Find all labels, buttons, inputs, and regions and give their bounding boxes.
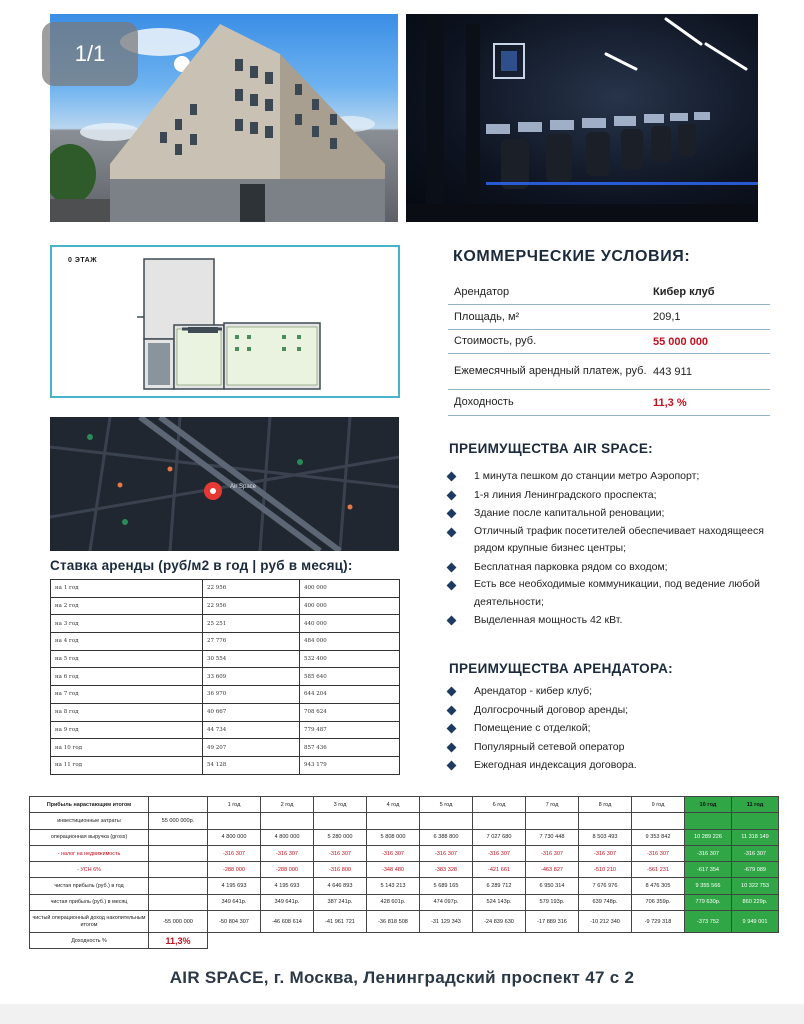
air-space-advantages-title: ПРЕИМУЩЕСТВА AIR SPACE: [449, 441, 653, 456]
profit-cell: -31 129 343 [420, 911, 473, 933]
profit-cell: -561 231 [632, 862, 685, 878]
profit-cell: 8 год [579, 797, 632, 813]
profit-cell [208, 933, 261, 949]
profit-cell: 639 748р. [579, 894, 632, 910]
diamond-bullet-icon [447, 509, 457, 519]
profit-cell [632, 933, 685, 949]
diamond-bullet-icon [447, 562, 457, 572]
profit-row-label: чистая прибыль (руб.) в месяц [30, 894, 149, 910]
profit-cell [149, 894, 208, 910]
tenant-advantages-title: ПРЕИМУЩЕСТВА АРЕНДАТОРА: [449, 661, 673, 676]
profit-cell [314, 933, 367, 949]
diamond-bullet-icon [447, 742, 457, 752]
profit-cell [526, 813, 579, 829]
rent-cell: 857 436 [300, 739, 400, 757]
rent-cell: 532 400 [300, 650, 400, 668]
profit-row-label: операционная выручка (gross) [30, 829, 149, 845]
diamond-bullet-icon [447, 581, 457, 591]
page-counter-badge[interactable]: 1/1 [42, 22, 138, 86]
profit-cell [420, 933, 473, 949]
profit-row-label: чистый операционный доход накопительным итогом [30, 911, 149, 933]
profit-cell [473, 933, 526, 949]
terms-value: 11,3 % [653, 396, 687, 409]
rent-cell: на 11 год [51, 756, 203, 774]
rent-row [51, 597, 400, 615]
profit-cell: 55 000 000р. [149, 813, 208, 829]
profit-cell: 6 год [473, 797, 526, 813]
profit-cell: -316 307 [732, 845, 779, 861]
profit-cell [367, 813, 420, 829]
profit-cell: -50 804 307 [208, 911, 261, 933]
profit-cell: -316 307 [526, 845, 579, 861]
cumulative-profit-table [29, 796, 779, 949]
profit-cell: 2 год [261, 797, 314, 813]
profit-cell: 4 646 893 [314, 878, 367, 894]
advantage-text: 1 минута пешком до станции метро Аэропорт; [474, 470, 700, 482]
rent-row [51, 686, 400, 704]
profit-cell: 779 630р. [685, 894, 732, 910]
rent-cell: 54 128 [203, 756, 300, 774]
advantage-text: Ежегодная индексация договора. [474, 759, 637, 771]
advantage-text: 1-я линия Ленинградского проспекта; [474, 488, 657, 501]
floor-plan [50, 245, 400, 398]
profit-cell: 5 808 000 [367, 829, 420, 845]
profit-cell: -46 608 614 [261, 911, 314, 933]
advantage-text: Здание после капитальной реновации; [474, 507, 665, 519]
profit-cell: 10 289 226 [685, 829, 732, 845]
diamond-bullet-icon [447, 616, 457, 626]
profit-cell: 6 950 314 [526, 878, 579, 894]
advantage-item [448, 682, 778, 701]
profit-cell: -316 307 [208, 845, 261, 861]
terms-key: Ежемесячный арендный платеж, руб. [454, 365, 647, 377]
profit-cell: -463 827 [526, 862, 579, 878]
profit-cell: 474 097р. [420, 894, 473, 910]
advantage-text: Выделенная мощность 42 кВт. [474, 614, 623, 626]
rent-cell: 644 204 [300, 686, 400, 704]
profit-cell: -373 752 [685, 911, 732, 933]
advantage-text: Популярный сетевой оператор [474, 740, 625, 753]
advantage-text: Долгосрочный договор аренды; [474, 703, 629, 716]
profit-cell: 6 388 800 [420, 829, 473, 845]
bottom-bar [0, 1004, 804, 1024]
terms-key: Арендатор [454, 285, 510, 298]
profit-cell: -24 839 630 [473, 911, 526, 933]
profit-cell: -288 000 [261, 862, 314, 878]
terms-row-yield [448, 390, 770, 416]
rent-cell: на 7 год [51, 686, 203, 704]
terms-row-price [448, 330, 770, 354]
profit-cell: 706 359р. [632, 894, 685, 910]
cyber-club-photo [406, 14, 758, 222]
profit-cell: 10 322 753 [732, 878, 779, 894]
profit-cell: 387 241р. [314, 894, 367, 910]
profit-cell: 524 143р. [473, 894, 526, 910]
rent-cell: 40 667 [203, 703, 300, 721]
rent-cell: на 8 год [51, 703, 203, 721]
location-map[interactable] [50, 417, 399, 551]
profit-cell: 349 641р. [208, 894, 261, 910]
profit-cell: 5 280 000 [314, 829, 367, 845]
profit-cell: 4 год [367, 797, 420, 813]
rent-row [51, 703, 400, 721]
profit-header-row [30, 797, 779, 813]
rent-cell: 30 554 [203, 650, 300, 668]
profit-cell: -316 800 [314, 862, 367, 878]
rent-cell: 779 487 [300, 721, 400, 739]
profit-cell: 4 800 000 [261, 829, 314, 845]
profit-cell [473, 813, 526, 829]
terms-value: 209,1 [653, 311, 681, 323]
diamond-bullet-icon [447, 527, 457, 537]
profit-cell: 9 год [632, 797, 685, 813]
profit-cell: -316 307 [367, 845, 420, 861]
advantage-item [448, 576, 778, 611]
profit-cell: -10 212 340 [579, 911, 632, 933]
profit-row-label: - УСН 6% [30, 862, 149, 878]
rent-cell: 44 734 [203, 721, 300, 739]
profit-cell: 4 195 693 [261, 878, 314, 894]
rent-cell: на 6 год [51, 668, 203, 686]
profit-cell: -316 307 [579, 845, 632, 861]
advantage-text: Есть все необходимые коммуникации, под ведение любой деятельности; [474, 578, 760, 608]
rent-cell: 27 776 [203, 633, 300, 651]
diamond-bullet-icon [447, 724, 457, 734]
profit-cell: -316 307 [685, 845, 732, 861]
terms-row-area [448, 305, 770, 330]
profit-row [30, 878, 779, 894]
profit-cell [149, 878, 208, 894]
profit-cell: 860 229р. [732, 894, 779, 910]
rent-cell: 400 000 [300, 597, 400, 615]
profit-cell: 1 год [208, 797, 261, 813]
profit-row-label: Доходность % [30, 933, 149, 949]
terms-value: Кибер клуб [653, 286, 715, 298]
profit-cell [526, 933, 579, 949]
advantage-item [448, 558, 778, 577]
profit-row [30, 829, 779, 845]
profit-cell: 4 195 693 [208, 878, 261, 894]
profit-cell: 7 730 448 [526, 829, 579, 845]
terms-row-tenant [448, 280, 770, 305]
diamond-bullet-icon [447, 761, 457, 771]
terms-key: Доходность [454, 396, 514, 408]
commercial-terms-title: КОММЕРЧЕСКИЕ УСЛОВИЯ: [453, 248, 691, 265]
terms-value: 55 000 000 [653, 335, 709, 348]
profit-row-cumulative [30, 911, 779, 933]
advantage-item [448, 504, 778, 523]
advantage-text: Отличный трафик посетителей обеспечивает находящееся рядом крупные бизнес центры; [474, 524, 764, 554]
profit-cell: 3 год [314, 797, 367, 813]
profit-cell: -288 000 [208, 862, 261, 878]
profit-cell: 349 641р. [261, 894, 314, 910]
profit-cell: 5 689 165 [420, 878, 473, 894]
profit-cell [685, 933, 732, 949]
profit-cell [579, 933, 632, 949]
advantage-text: Бесплатная парковка рядом со входом; [474, 560, 668, 573]
profit-cell: 10 год [685, 797, 732, 813]
profit-cell [420, 813, 473, 829]
profit-cell [367, 933, 420, 949]
diamond-bullet-icon [447, 687, 457, 697]
rent-row [51, 756, 400, 774]
profit-cell [261, 813, 314, 829]
advantage-item [448, 611, 778, 630]
rent-cell: 484 000 [300, 633, 400, 651]
rent-row [51, 668, 400, 686]
advantage-item [448, 467, 778, 486]
profit-cell [149, 829, 208, 845]
profit-row [30, 894, 779, 910]
rent-rate-title: Ставка аренды (руб/м2 в год | руб в месяц): [50, 558, 353, 573]
profit-row [30, 845, 779, 861]
profit-cell: 5 год [420, 797, 473, 813]
advantage-item [448, 738, 778, 757]
profit-yield-value: 11,3% [149, 933, 208, 949]
terms-key: Площадь, м² [454, 310, 520, 323]
profit-cell: -421 661 [473, 862, 526, 878]
profit-cell: 5 143 213 [367, 878, 420, 894]
profit-cell: 9 355 566 [685, 878, 732, 894]
rent-cell: 33 609 [203, 668, 300, 686]
profit-cell [632, 813, 685, 829]
profit-cell [149, 797, 208, 813]
rent-cell: 22 956 [203, 580, 300, 598]
rent-cell: на 4 год [51, 633, 203, 651]
profit-cell: -316 307 [473, 845, 526, 861]
rent-row [51, 650, 400, 668]
profit-row [30, 862, 779, 878]
profit-cell: -510 210 [579, 862, 632, 878]
profit-cell: 7 год [526, 797, 579, 813]
terms-row-monthly-payment [448, 354, 770, 390]
rent-cell: на 5 год [51, 650, 203, 668]
rent-cell: на 3 год [51, 615, 203, 633]
profit-cell [208, 813, 261, 829]
profit-cell [579, 813, 632, 829]
profit-cell: 8 476 305 [632, 878, 685, 894]
rent-cell: на 10 год [51, 739, 203, 757]
profit-cell: 428 601р. [367, 894, 420, 910]
profit-cell [732, 813, 779, 829]
rent-cell: 440 000 [300, 615, 400, 633]
rent-row [51, 721, 400, 739]
rent-cell: 708 624 [300, 703, 400, 721]
advantage-item [448, 523, 778, 558]
rent-cell: 49 207 [203, 739, 300, 757]
advantage-item [448, 486, 778, 505]
rent-row [51, 580, 400, 598]
advantage-item [448, 719, 778, 738]
diamond-bullet-icon [447, 490, 457, 500]
rent-row [51, 615, 400, 633]
terms-key: Стоимость, руб. [454, 335, 537, 347]
commercial-terms-table [448, 280, 770, 416]
advantage-text: Арендатор - кибер клуб; [474, 685, 593, 697]
profit-cell: 9 949 001 [732, 911, 779, 933]
profit-table-title: Прибыль нарастающим итогом [30, 797, 149, 813]
profit-cell [685, 813, 732, 829]
tenant-advantages-list [448, 682, 778, 775]
profit-cell [149, 845, 208, 861]
rent-cell: на 2 год [51, 597, 203, 615]
rent-cell: 25 251 [203, 615, 300, 633]
profit-cell: 9 353 842 [632, 829, 685, 845]
advantage-item [448, 756, 778, 775]
profit-row-yield [30, 933, 779, 949]
profit-cell: 7 027 680 [473, 829, 526, 845]
air-space-advantages-list [448, 467, 778, 630]
profit-cell [732, 933, 779, 949]
profit-cell: -41 961 721 [314, 911, 367, 933]
terms-value: 443 911 [653, 365, 692, 378]
profit-cell: -36 818 508 [367, 911, 420, 933]
profit-cell [314, 813, 367, 829]
rent-row [51, 739, 400, 757]
rent-cell: на 9 год [51, 721, 203, 739]
rent-cell: 400 000 [300, 580, 400, 598]
profit-row-label: - налог на недвижимость [30, 845, 149, 861]
profit-cell: -55 000 000 [149, 911, 208, 933]
profit-cell: -9 729 318 [632, 911, 685, 933]
footer-address: AIR SPACE, г. Москва, Ленинградский проспект 47 с 2 [169, 968, 635, 987]
rent-cell: 943 179 [300, 756, 400, 774]
advantage-text: Помещение с отделкой; [474, 722, 591, 734]
profit-cell: -348 480 [367, 862, 420, 878]
profit-cell: 8 503 493 [579, 829, 632, 845]
rent-row [51, 633, 400, 651]
profit-cell: 579 193р. [526, 894, 579, 910]
profit-row-label: инвестиционные затраты [30, 813, 149, 829]
diamond-bullet-icon [447, 472, 457, 482]
profit-cell: 11 год [732, 797, 779, 813]
rent-cell: 36 970 [203, 686, 300, 704]
profit-cell: -17 889 316 [526, 911, 579, 933]
profit-cell: 11 318 149 [732, 829, 779, 845]
profit-cell [261, 933, 314, 949]
advantage-item [448, 701, 778, 720]
rent-rate-table [50, 579, 400, 775]
diamond-bullet-icon [447, 705, 457, 715]
profit-row-investment [30, 813, 779, 829]
rent-cell: 585 640 [300, 668, 400, 686]
profit-cell: -316 307 [420, 845, 473, 861]
profit-cell: -617 354 [685, 862, 732, 878]
profit-row-label: чистая прибыль (руб.) в год [30, 878, 149, 894]
profit-cell: -316 307 [261, 845, 314, 861]
map-pin-label: Air Space [230, 484, 257, 490]
profit-cell: -316 307 [314, 845, 367, 861]
profit-cell [149, 862, 208, 878]
profit-cell: 4 800 000 [208, 829, 261, 845]
profit-cell: -679 089 [732, 862, 779, 878]
profit-cell: -316 307 [632, 845, 685, 861]
profit-cell: -383 328 [420, 862, 473, 878]
profit-cell: 6 289 712 [473, 878, 526, 894]
rent-cell: на 1 год [51, 580, 203, 598]
floor-plan-label: 0 ЭТАЖ [68, 257, 98, 264]
profit-cell: 7 676 976 [579, 878, 632, 894]
rent-cell: 22 956 [203, 597, 300, 615]
